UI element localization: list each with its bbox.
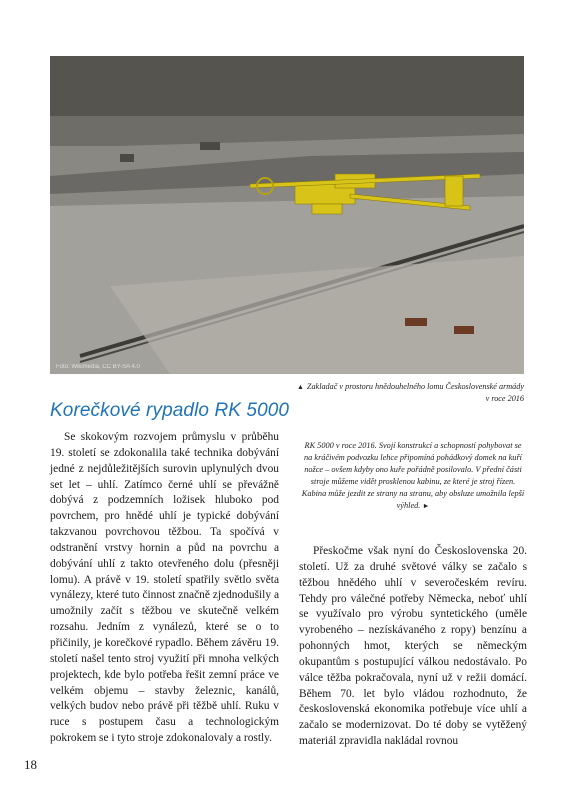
section-heading: Korečkové rypadlo RK 5000: [50, 400, 290, 421]
sidebar-caption: [300, 440, 526, 512]
photo-caption-text: Zakladač v prostoru hnědouhelného lomu Československé armády v roce 2016: [306, 382, 524, 403]
page-number: 18: [24, 757, 37, 772]
mine-photo-illustration: [50, 56, 524, 374]
left-paragraph: Se skokovým rozvojem průmyslu v průběhu 19. století se zdokonalila také technika dobývání jedné z nejdůležitějších surovin uplynulých dvou set let – uhlí. Zatímco černé uhlí se převážně dobývá z podzemních ložisek hluboko pod povrchem, pro hnědé uhlí je typické dobývání takzvanou povrchovou těžbou. Ta spočívá v odstranění vrstvy hornin a půd na povrchu a dobývání uhlí z takto otevřeného dolu (přesněji lomu). A právě v 19. století spatřily světlo světa vynálezy, které tuto činnost značně zjednodušily a umožnily začít s těžbou ve skutečně velkém rozsahu. Jedním z vynálezů, které se o to přičinily, je korečkové rypadlo. Během závěru 19. století našel tento stroj využití při mnoha velkých projektech, kde bylo potřeba řešit zemní práce ve velkém objemu – stavby železnic, kanálů, velkých budov nebo právě při těžbě uhlí. Ruku v ruce s postupem času a technologickým pokrokem se i tyto stroje zdokonalovaly a rostly.: [50, 431, 279, 745]
caption-arrow-right-icon: ►: [422, 501, 430, 510]
left-column: [50, 430, 279, 747]
photo-credit: Foto: Wikimedia, CC BY-SA 4.0: [56, 364, 140, 370]
caption-arrow-up-icon: ▲: [296, 383, 304, 391]
sidebar-caption-text: RK 5000 v roce 2016. Svojí konstrukcí a schopností pohybovat se na kráčivém podvozku lehce připomíná pohádkový domek na kuří nožce – ovšem kdyby ono kuře pořádně posilovalo. V přední části stroje můžeme vidět prosklenou kabinu, ze které je stroj řízen. Kabina může jezdit ze strany na stranu, aby obsluze umožnila lepší výhled.: [301, 441, 525, 510]
photo-caption: [294, 381, 524, 404]
mine-photo: [50, 56, 524, 374]
right-paragraph-1: Přeskočme však nyní do Československa 20. století. Už za druhé světové války se začalo s těžbou hnědého uhlí v severočeském revíru. Tehdy pro válečné potřeby Německa, neboť uhlí se využívalo pro výrobu syntetického (uměle vyrobeného – nezískávaného z ropy) benzínu a pohonných hmot, kterých se německým okupantům s postupující válkou nedostávalo. Po válce těžba pokračovala, nyní už v režii domácí. Během 70. let bylo vládou rozhodnuto, že československá ekonomika potřebuje více uhlí a začalo se modernizovat. Do té doby se vytěžený materiál zpravidla nakládal rovnou: [299, 545, 527, 748]
right-column: [299, 544, 527, 750]
